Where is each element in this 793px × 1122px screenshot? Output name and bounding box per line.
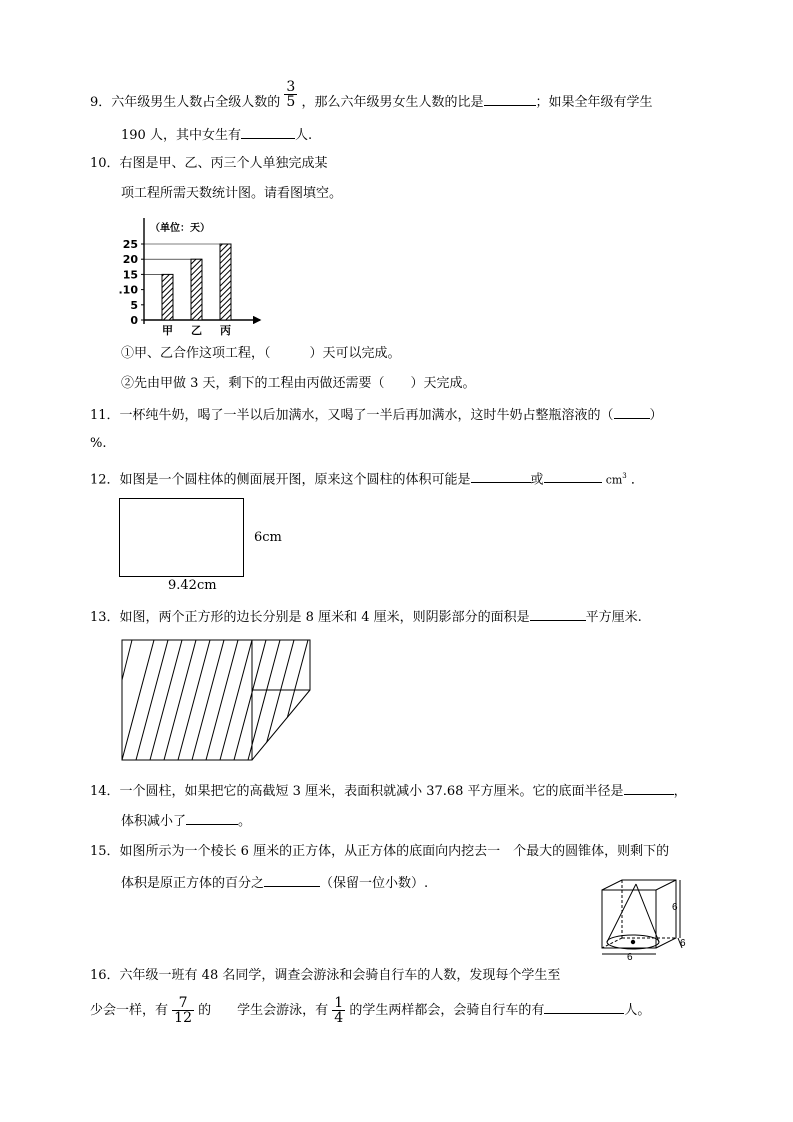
q14-text-c: 体积减小了: [121, 814, 187, 829]
q12-width-label: 9.42cm: [168, 578, 217, 593]
q9-line1: [90, 79, 653, 118]
q16-frac1-num: 7: [178, 995, 188, 1011]
category-label-1: 乙: [191, 324, 202, 337]
q10-bar-chart: [116, 214, 266, 339]
q14-blank-volume[interactable]: [186, 812, 238, 825]
y-tick-label: 5: [130, 298, 138, 312]
y-tick-label: .10: [118, 283, 138, 297]
q15-blank[interactable]: [264, 874, 320, 887]
bar-2: [220, 244, 231, 320]
q15-line1: 15．如图所示为一个棱长 6 厘米的正方体，从正方体的底面向内挖去一 个最大的圆锥体，则剩下的: [90, 844, 670, 859]
q9-frac-den: 5: [286, 94, 296, 110]
q9-blank-girls[interactable]: [241, 126, 295, 139]
q13-text-b: 平方厘米.: [585, 610, 642, 625]
q12-text-c: cm: [605, 473, 623, 487]
q16-blank[interactable]: [544, 1001, 624, 1014]
q16-fraction-2: [332, 996, 345, 1025]
q12-line1: [90, 468, 644, 488]
q13-text-a: 13．如图，两个正方形的边长分别是 8 厘米和 4 厘米，则阴影部分的面积是: [90, 610, 530, 625]
q9-blank-ratio[interactable]: [484, 93, 536, 106]
q16-fraction-1: [172, 996, 194, 1025]
chart-title: （单位：天）: [150, 223, 210, 234]
q9-line2: [121, 126, 312, 144]
q11-line1: [90, 406, 663, 424]
q15-label-depth: 6: [680, 938, 686, 949]
q14-text-a: 14．一个圆柱，如果把它的高截短 3 厘米，表面积就减小 37.68 平方厘米。它的底面半径是: [90, 784, 624, 799]
q16-line2: [90, 994, 650, 1028]
y-tick-label: 25: [122, 238, 138, 251]
q14-text-b: ，: [673, 784, 687, 799]
q13-diagonal: [252, 690, 310, 760]
q15-text-b: （保留一位小数）.: [320, 876, 429, 891]
category-label-2: 丙: [220, 324, 231, 337]
q16-frac1-den: 12: [174, 1010, 192, 1026]
q15-cone-center-dot: [631, 940, 635, 944]
q9-text-b: ，那么六年级男女生人数的比是: [301, 95, 484, 110]
q15-line2: [121, 874, 428, 892]
q12-sup: 3: [622, 472, 627, 480]
q16-text-c: 的学生两样都会，会骑自行车的有: [349, 1003, 545, 1018]
q16-text-a: 少会一样，有: [90, 1003, 169, 1018]
q12-text-b: 或: [530, 472, 544, 488]
bar-0: [162, 274, 173, 320]
q11-blank[interactable]: [614, 406, 650, 419]
q12-height-label: 6cm: [254, 530, 282, 545]
bar-1: [191, 259, 202, 320]
q13-line1: [90, 608, 642, 626]
q13-shading: [122, 640, 308, 760]
q10-sub1: ①甲、乙合作这项工程，（ ）天可以完成。: [121, 346, 401, 361]
y-tick-label: 0: [130, 314, 138, 327]
q15-label-width: 6: [627, 952, 633, 963]
q14-line2: [121, 812, 251, 830]
y-tick-label: 20: [122, 253, 138, 267]
q15-label-height: 6: [672, 902, 678, 913]
q14-blank-radius[interactable]: [624, 782, 674, 795]
q9-text-e: 人.: [294, 128, 313, 143]
q12-blank-2[interactable]: [544, 470, 602, 483]
q10-sub2: ②先由甲做 3 天，剩下的工程由丙做还需要（ ）天完成。: [121, 376, 476, 391]
q16-line1: 16．六年级一班有 48 名同学，调查会游泳和会骑自行车的人数，发现每个学生至: [90, 968, 561, 983]
q16-text-d: 人。: [624, 1003, 651, 1018]
q12-blank-1[interactable]: [471, 470, 531, 483]
q12-text-d: ．: [630, 472, 644, 488]
q9-text-d: 190 人，其中女生有: [121, 128, 241, 143]
q15-text-a: 体积是原正方体的百分之: [121, 876, 265, 891]
q15-cube-cone-figure: [596, 878, 696, 968]
q9-fraction: [284, 80, 297, 109]
q12-rectangle: [119, 498, 244, 577]
q9-text-c: ；如果全年级有学生: [535, 95, 653, 110]
q14-line1: [90, 782, 687, 800]
q11-line2: %.: [90, 436, 107, 451]
q16-frac2-den: 4: [334, 1010, 344, 1026]
q9-frac-num: 3: [286, 79, 296, 95]
q11-text-a: 11．一杯纯牛奶，喝了一半以后加满水，又喝了一半后再加满水，这时牛奶占整瓶溶液的（: [90, 408, 614, 423]
q12-text-a: 12．如图是一个圆柱体的侧面展开图，原来这个圆柱的体积可能是: [90, 472, 471, 488]
q9-text-a: 9．六年级男生人数占全级人数的: [90, 95, 281, 110]
q13-big-square: [122, 640, 252, 760]
category-label-0: 甲: [162, 324, 173, 337]
q10-line1: 10．右图是甲、乙、丙三个人单独完成某: [90, 156, 328, 171]
q16-frac2-num: 1: [334, 995, 344, 1011]
q16-text-b: 的 学生会游泳，有: [198, 1003, 329, 1018]
q13-squares-figure: [118, 636, 318, 764]
q10-line2: 项工程所需天数统计图。请看图填空。: [121, 186, 343, 201]
y-tick-label: 15: [122, 268, 138, 282]
q11-text-b: ）: [649, 408, 663, 423]
q14-text-d: 。: [238, 814, 252, 829]
q13-blank[interactable]: [530, 608, 586, 621]
chart-layer: [119, 218, 261, 337]
